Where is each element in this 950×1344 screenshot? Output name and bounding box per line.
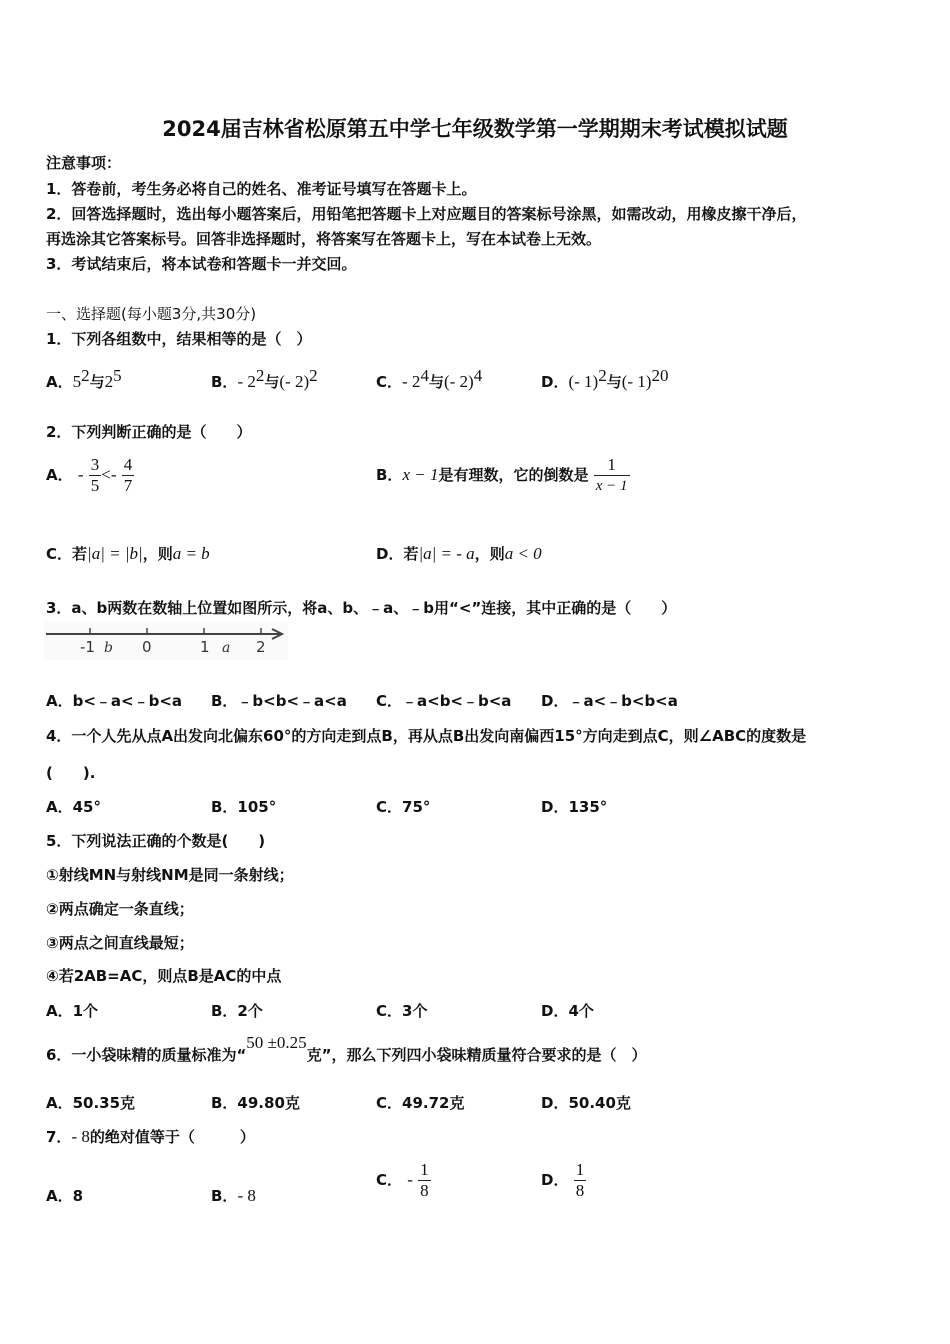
q6-option-c[interactable]: C．49.72克 bbox=[376, 1094, 465, 1112]
notice-item: 再选涂其它答案标号。回答非选择题时，将答案写在答题卡上，写在本试卷上无效。 bbox=[46, 230, 602, 248]
page-title: 2024届吉林省松原第五中学七年级数学第一学期期末考试模拟试题 bbox=[162, 117, 788, 141]
q3-option-c[interactable]: C．﹣a<b<﹣b<a bbox=[376, 692, 512, 710]
q4-option-d[interactable]: D．135° bbox=[541, 798, 608, 816]
q5-option-a[interactable]: A．1个 bbox=[46, 1002, 99, 1020]
question-4-stem: 4．一个人先从点A出发向北偏东60°的方向走到点B，再从点B出发向南偏西15°方向走到点C，则∠ABC的度数是 bbox=[46, 727, 807, 745]
axis-label: 0 bbox=[142, 638, 152, 656]
q6-option-b[interactable]: B．49.80克 bbox=[211, 1094, 300, 1112]
q2-option-a[interactable]: A． - $\frac{3}{5}$ <- $\frac{4}{7}$ bbox=[46, 455, 133, 495]
question-1-stem: 1．下列各组数中，结果相等的是（ ） bbox=[46, 330, 312, 348]
q5-option-b[interactable]: B．2个 bbox=[211, 1002, 263, 1020]
q5-statement: ③两点之间直线最短； bbox=[46, 934, 194, 952]
q7-option-b[interactable]: B．- 8 bbox=[211, 1186, 256, 1205]
q7-option-a[interactable]: A．8 bbox=[46, 1187, 84, 1205]
question-2-stem: 2．下列判断正确的是（ ） bbox=[46, 423, 252, 441]
q1-option-a[interactable]: A．$5^2$与$2^5$ bbox=[46, 366, 122, 391]
q2-option-c[interactable]: C．若|a| = |b|，则a = b bbox=[46, 544, 210, 563]
axis-label: b bbox=[104, 640, 113, 656]
section-heading: 一、选择题(每小题3分,共30分) bbox=[46, 305, 257, 323]
q5-statement: ①射线MN与射线NM是同一条射线； bbox=[46, 866, 294, 884]
q2-option-b[interactable]: B．x − 1是有理数，它的倒数是 $\frac{1}{x - 1}$ bbox=[376, 455, 628, 494]
q4-option-c[interactable]: C．75° bbox=[376, 798, 431, 816]
q2-option-d[interactable]: D．若|a| = - a，则a < 0 bbox=[376, 544, 542, 563]
q7-option-c[interactable]: C． - $\frac{1}{8}$ bbox=[376, 1160, 429, 1200]
axis-label: -1 bbox=[80, 638, 95, 656]
q5-statement: ②两点确定一条直线； bbox=[46, 900, 194, 918]
question-7-stem: 7．- 8的绝对值等于（ ） bbox=[46, 1127, 255, 1146]
notice-item: 3．考试结束后，将本试卷和答题卡一并交回。 bbox=[46, 255, 357, 273]
q3-option-d[interactable]: D．﹣a<﹣b<b<a bbox=[541, 692, 678, 710]
q5-option-c[interactable]: C．3个 bbox=[376, 1002, 428, 1020]
question-5-stem: 5．下列说法正确的个数是( ) bbox=[46, 832, 266, 850]
q5-statement: ④若2AB=AC，则点B是AC的中点 bbox=[46, 967, 282, 985]
axis-label: a bbox=[222, 640, 231, 656]
notice-heading: 注意事项： bbox=[46, 154, 122, 172]
q1-option-d[interactable]: D．(- 1)$^2$与(- 1)$^{20}$ bbox=[541, 366, 669, 391]
notice-item: 2．回答选择题时，选出每小题答案后，用铅笔把答题卡上对应题目的答案标号涂黑，如需改动，用橡皮擦干净后， bbox=[46, 205, 807, 223]
q4-option-b[interactable]: B．105° bbox=[211, 798, 277, 816]
q6-option-d[interactable]: D．50.40克 bbox=[541, 1094, 631, 1112]
q1-option-c[interactable]: C．- $2^4$与(- 2)$^4$ bbox=[376, 366, 483, 391]
question-4-stem-end: ( ). bbox=[46, 764, 96, 782]
q6-option-a[interactable]: A．50.35克 bbox=[46, 1094, 136, 1112]
q7-option-d[interactable]: D． $\frac{1}{8}$ bbox=[541, 1160, 585, 1200]
number-line-figure bbox=[44, 622, 288, 660]
q5-option-d[interactable]: D．4个 bbox=[541, 1002, 594, 1020]
q3-option-b[interactable]: B．﹣b<b<﹣a<a bbox=[211, 692, 347, 710]
axis-label: 2 bbox=[256, 638, 266, 656]
q1-option-b[interactable]: B．- $2^2$与(- 2)$^2$ bbox=[211, 366, 318, 391]
q4-option-a[interactable]: A．45° bbox=[46, 798, 101, 816]
q3-option-a[interactable]: A．b<﹣a<﹣b<a bbox=[46, 692, 183, 710]
notice-item: 1．答卷前，考生务必将自己的姓名、准考证号填写在答题卡上。 bbox=[46, 180, 477, 198]
question-3-stem: 3．a、b两数在数轴上位置如图所示，将a、b、﹣a、﹣b用“<”连接，其中正确的是（ ） bbox=[46, 599, 677, 617]
question-6-stem: 6．一小袋味精的质量标准为“50 ±0.25克”，那么下列四小袋味精质量符合要求的是（ ） bbox=[46, 1033, 647, 1064]
axis-label: 1 bbox=[200, 638, 210, 656]
